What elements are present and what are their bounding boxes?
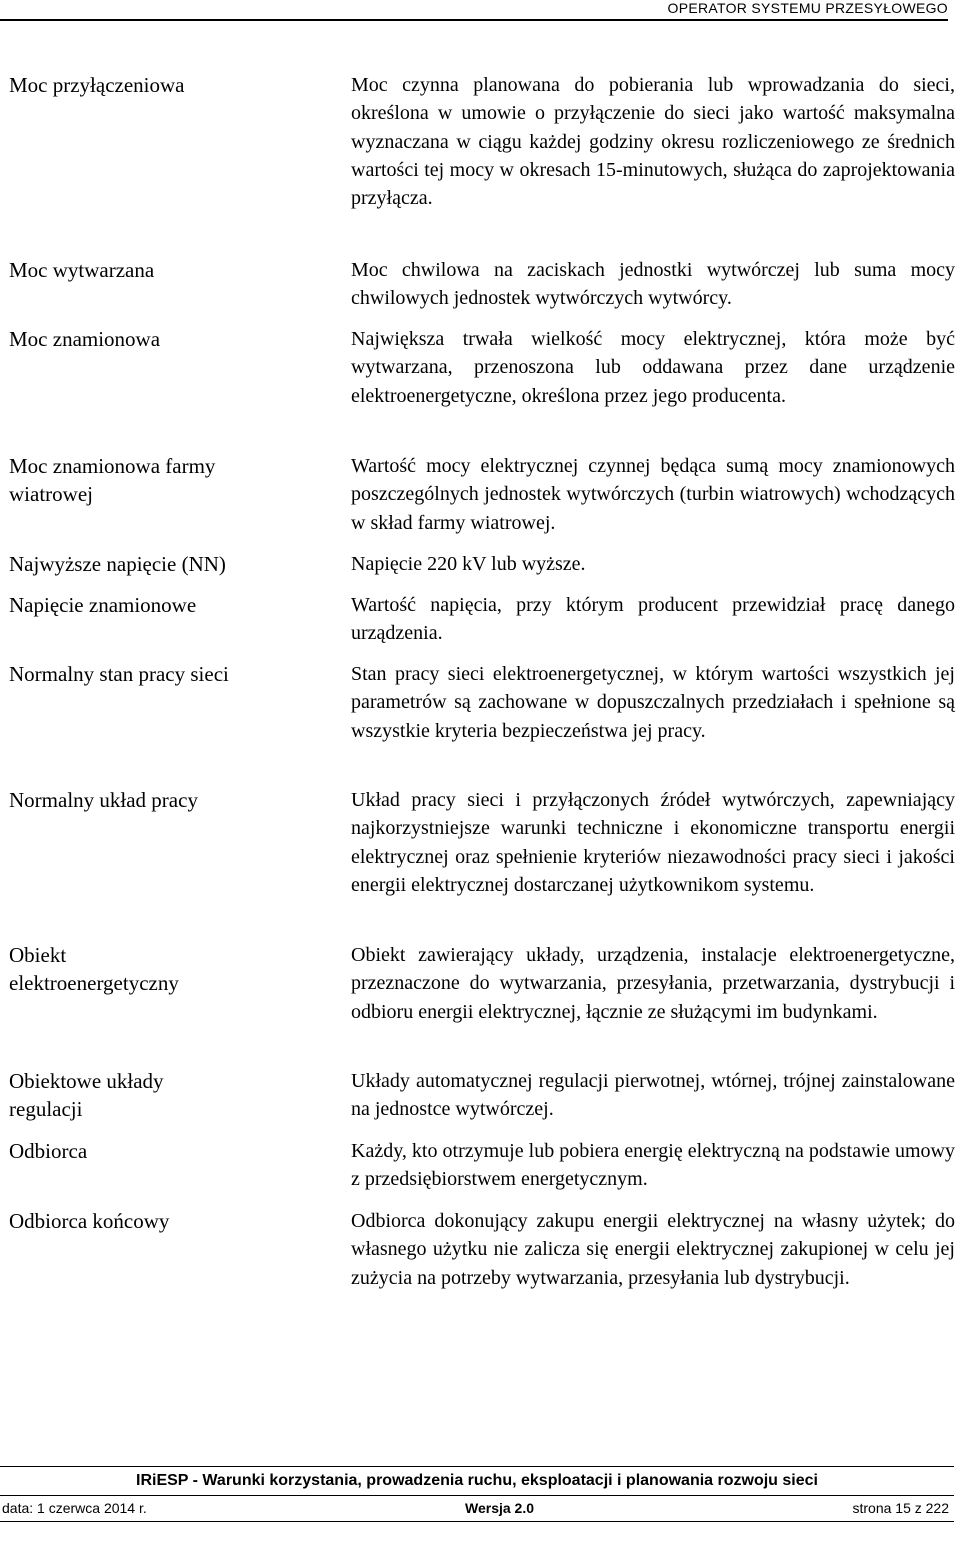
definition-description: Obiekt zawierający układy, urządzenia, instalacje elektroenergetyczne, przeznaczone do wytwarzania, przesyłania, przetwarzania, dystrybucji i odbioru energii elektrycznej, łącznie ze służącymi im budynkami. (351, 944, 955, 1023)
definition-term: Moc wytwarzana (9, 258, 155, 282)
definition-term: Obiektowe układy regulacji (9, 1069, 164, 1121)
header-title: OPERATOR SYSTEMU PRZESYŁOWEGO (667, 0, 948, 16)
definition-term: Odbiorca (9, 1139, 88, 1163)
page-header (0, 0, 948, 21)
definition-term: Moc przyłączeniowa (9, 73, 185, 97)
definition-description: Układy automatycznej regulacji pierwotnej, wtórnej, trójnej zainstalowane na jednostce wytwórczej. (351, 1070, 955, 1121)
footer-version: Wersja 2.0 (465, 1500, 535, 1516)
definition-description: Napięcie 220 kV lub wyższe. (351, 553, 586, 575)
definition-term: Obiekt elektroenergetyczny (9, 943, 179, 995)
definition-term: Moc znamionowa (9, 327, 161, 351)
definition-term: Odbiorca końcowy (9, 1209, 170, 1233)
definition-description: Odbiorca dokonujący zakupu energii elektrycznej na własny użytek; do własnego użytku nie zalicza się energii elektrycznej zakupionej w celu jej zużycia na potrzeby wytwarzania, przesyłania lub dystrybucji. (351, 1210, 955, 1289)
definition-description: Układ pracy sieci i przyłączonych źródeł wytwórczych, zapewniający najkorzystniejsze warunki techniczne i ekonomiczne transportu energii elektrycznej oraz spełnienie kryteriów niezawodności pracy sieci i jakości energii elektrycznej dostarczanej użytkownikom systemu. (351, 789, 955, 896)
footer-date: data: 1 czerwca 2014 r. (2, 1500, 147, 1516)
definition-term: Normalny stan pracy sieci (9, 662, 229, 686)
definition-description: Wartość mocy elektrycznej czynnej będąca sumą mocy znamionowych poszczególnych jednostek wytwórczych (turbin wiatrowych) wchodzących w skład farmy wiatrowej. (351, 455, 955, 534)
definition-description: Wartość napięcia, przy którym producent przewidział pracę danego urządzenia. (351, 594, 955, 645)
definition-description: Moc chwilowa na zaciskach jednostki wytwórczej lub suma mocy chwilowych jednostek wytwórczych wytwórcy. (351, 259, 955, 310)
definition-term: Napięcie znamionowe (9, 593, 197, 617)
definition-description: Moc czynna planowana do pobierania lub wprowadzania do sieci, określona w umowie o przyłączenie do sieci jako wartość maksymalna wyznaczana w ciągu każdej godziny okresu rozliczeniowego ze średnich wartości tej mocy w okresach 15-minutowych, służąca do zaprojektowania przyłącza. (351, 74, 955, 210)
definition-description: Każdy, kto otrzymuje lub pobiera energię elektryczną na podstawie umowy z przedsiębiorstwem energetycznym. (351, 1140, 955, 1191)
definition-term: Moc znamionowa farmy wiatrowej (9, 454, 216, 506)
definition-term: Najwyższe napięcie (NN) (9, 552, 226, 576)
definition-description: Stan pracy sieci elektroenergetycznej, w którym wartości wszystkich jej parametrów są zachowane w dopuszczalnych przedziałach i spełnione są wszystkie kryteria bezpieczeństwa jej pracy. (351, 663, 955, 742)
definition-term: Normalny układ pracy (9, 788, 198, 812)
definition-description: Największa trwała wielkość mocy elektrycznej, która może być wytwarzana, przenoszona lub oddawana przez dane urządzenie elektroenergetyczne, określona przez jego producenta. (351, 328, 955, 407)
footer-info-row (0, 1495, 954, 1522)
footer-page-number: strona 15 z 222 (852, 1500, 949, 1516)
footer-title: IRiESP - Warunki korzystania, prowadzenia ruchu, eksploatacji i planowania rozwoju sieci (0, 1466, 954, 1496)
